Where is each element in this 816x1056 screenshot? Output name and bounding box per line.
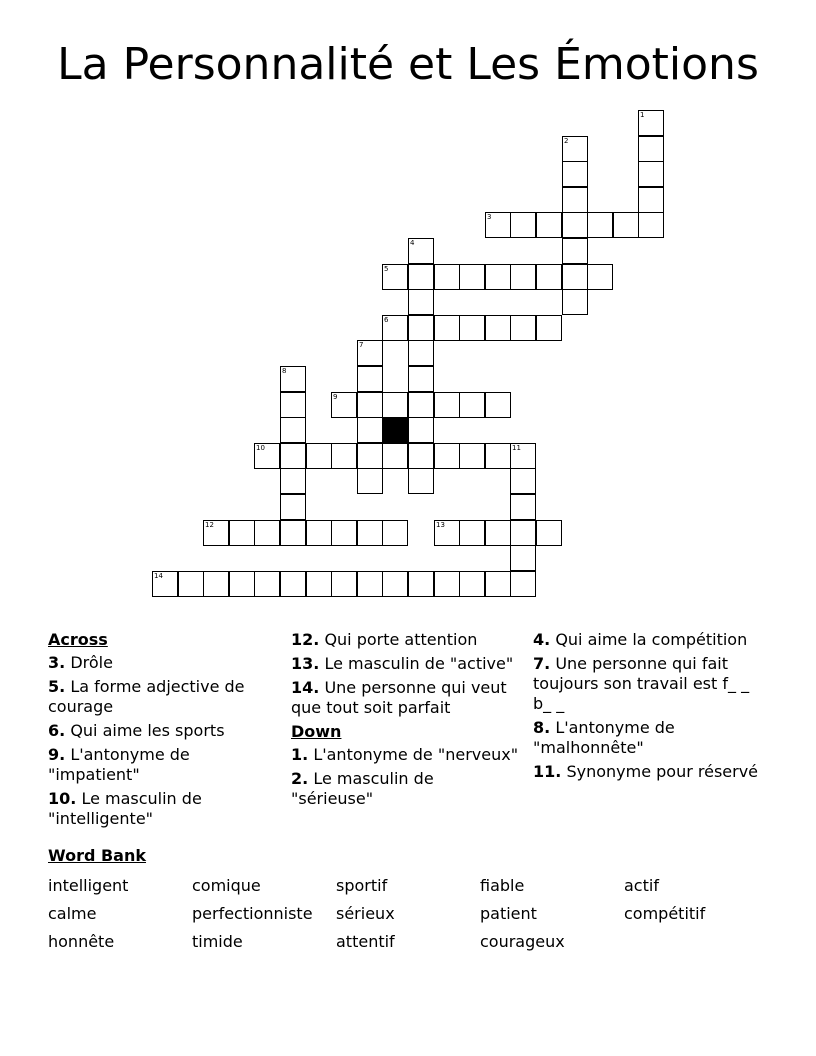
grid-cell[interactable]: [331, 392, 357, 418]
grid-cell[interactable]: [510, 494, 536, 520]
word-bank-word: fiable: [480, 876, 525, 895]
word-bank-word: perfectionniste: [192, 904, 313, 923]
grid-cell[interactable]: [357, 417, 383, 443]
clue-number: 9: [333, 393, 338, 401]
grid-cell[interactable]: [485, 212, 511, 238]
grid-cell[interactable]: [510, 545, 536, 571]
grid-cell[interactable]: [638, 161, 664, 187]
clue-across-12: 12. Qui porte attention: [291, 630, 478, 649]
grid-cell[interactable]: [280, 520, 306, 546]
grid-cell[interactable]: [587, 212, 613, 238]
word-bank-word: patient: [480, 904, 537, 923]
down-heading: Down: [291, 722, 342, 741]
grid-cell[interactable]: [357, 366, 383, 392]
grid-cell[interactable]: [459, 443, 485, 469]
grid-cell[interactable]: [203, 520, 229, 546]
clue-down-8: 8. L'antonyme de "malhonnête": [533, 718, 675, 757]
grid-cell[interactable]: [434, 443, 460, 469]
black-cell: [382, 417, 408, 443]
grid-cell[interactable]: [280, 366, 306, 392]
clue-across-14: 14. Une personne qui veut que tout soit parfait: [291, 678, 507, 717]
grid-cell[interactable]: [280, 571, 306, 597]
grid-cell[interactable]: [382, 443, 408, 469]
grid-cell[interactable]: [510, 315, 536, 341]
grid-cell[interactable]: [408, 264, 434, 290]
clue-number: 11: [512, 444, 521, 452]
grid-cell[interactable]: [408, 417, 434, 443]
clues-column-3: [533, 630, 768, 786]
grid-cell[interactable]: [459, 264, 485, 290]
grid-cell[interactable]: [382, 520, 408, 546]
word-bank-word: intelligent: [48, 876, 129, 895]
grid-cell[interactable]: [408, 468, 434, 494]
clue-number: 5: [384, 265, 389, 273]
grid-cell[interactable]: [408, 571, 434, 597]
grid-cell[interactable]: [485, 520, 511, 546]
grid-cell[interactable]: [510, 264, 536, 290]
grid-cell[interactable]: [562, 264, 588, 290]
grid-cell[interactable]: [459, 315, 485, 341]
grid-cell[interactable]: [536, 315, 562, 341]
grid-cell[interactable]: [280, 417, 306, 443]
grid-cell[interactable]: [485, 443, 511, 469]
grid-cell[interactable]: [510, 212, 536, 238]
grid-cell[interactable]: [434, 315, 460, 341]
clues-column-2: [291, 630, 519, 813]
word-bank-word: actif: [624, 876, 659, 895]
grid-cell[interactable]: [203, 571, 229, 597]
grid-cell[interactable]: [459, 392, 485, 418]
grid-cell[interactable]: [510, 468, 536, 494]
grid-cell[interactable]: [562, 212, 588, 238]
grid-cell[interactable]: [562, 238, 588, 264]
word-bank-heading: Word Bank: [48, 846, 147, 865]
grid-cell[interactable]: [408, 340, 434, 366]
clues-column-1: [48, 630, 283, 833]
across-heading: Across: [48, 630, 108, 649]
grid-cell[interactable]: [357, 520, 383, 546]
grid-cell[interactable]: [510, 520, 536, 546]
grid-cell[interactable]: [562, 161, 588, 187]
clue-down-11: 11. Synonyme pour réservé: [533, 762, 759, 781]
grid-cell[interactable]: [562, 136, 588, 162]
word-bank-word: attentif: [336, 932, 395, 951]
clue-down-4: 4. Qui aime la compétition: [533, 630, 748, 649]
grid-cell[interactable]: [510, 571, 536, 597]
grid-cell[interactable]: [408, 366, 434, 392]
grid-cell[interactable]: [434, 520, 460, 546]
grid-cell[interactable]: [408, 238, 434, 264]
grid-cell[interactable]: [434, 571, 460, 597]
grid-cell[interactable]: [382, 392, 408, 418]
clue-across-6: 6. Qui aime les sports: [48, 721, 225, 740]
grid-cell[interactable]: [562, 289, 588, 315]
word-bank-word: courageux: [480, 932, 565, 951]
clue-number: 6: [384, 316, 389, 324]
grid-cell[interactable]: [638, 187, 664, 213]
grid-cell[interactable]: [382, 571, 408, 597]
grid-cell[interactable]: [638, 136, 664, 162]
clue-across-5: 5. La forme adjective de courage: [48, 677, 245, 716]
grid-cell[interactable]: [613, 212, 639, 238]
grid-cell[interactable]: [459, 520, 485, 546]
grid-cell[interactable]: [254, 443, 280, 469]
clue-number: 2: [564, 137, 569, 145]
grid-cell[interactable]: [638, 212, 664, 238]
word-bank-word: calme: [48, 904, 97, 923]
clue-number: 3: [487, 213, 492, 221]
grid-cell[interactable]: [280, 443, 306, 469]
grid-cell[interactable]: [434, 264, 460, 290]
grid-cell[interactable]: [485, 315, 511, 341]
word-bank-word: honnête: [48, 932, 115, 951]
clue-number: 10: [256, 444, 265, 452]
grid-cell[interactable]: [178, 571, 204, 597]
word-bank-word: compétitif: [624, 904, 706, 923]
grid-cell[interactable]: [459, 571, 485, 597]
grid-cell[interactable]: [357, 468, 383, 494]
grid-cell[interactable]: [638, 110, 664, 136]
clue-number: 13: [436, 521, 445, 529]
grid-cell[interactable]: [331, 443, 357, 469]
grid-cell[interactable]: [152, 571, 178, 597]
clue-down-7: 7. Une personne qui fait toujours son travail est f_ _ b_ _: [533, 654, 750, 713]
word-bank-word: timide: [192, 932, 243, 951]
word-bank-word: sérieux: [336, 904, 395, 923]
grid-cell[interactable]: [357, 392, 383, 418]
clue-number: 12: [205, 521, 214, 529]
page-title: La Personnalité et Les Émotions: [57, 39, 759, 90]
grid-cell[interactable]: [587, 264, 613, 290]
grid-cell[interactable]: [408, 443, 434, 469]
grid-cell[interactable]: [408, 289, 434, 315]
grid-cell[interactable]: [280, 494, 306, 520]
word-bank-word: comique: [192, 876, 261, 895]
clue-number: 8: [282, 367, 287, 375]
clue-number: 7: [359, 341, 364, 349]
grid-cell[interactable]: [536, 520, 562, 546]
grid-cell[interactable]: [408, 315, 434, 341]
grid-cell[interactable]: [254, 520, 280, 546]
grid-cell[interactable]: [485, 392, 511, 418]
clue-across-13: 13. Le masculin de "active": [291, 654, 514, 673]
clue-across-3: 3. Drôle: [48, 653, 113, 672]
grid-cell[interactable]: [485, 264, 511, 290]
word-bank-word: sportif: [336, 876, 388, 895]
grid-cell[interactable]: [408, 392, 434, 418]
grid-cell[interactable]: [306, 443, 332, 469]
clue-across-9: 9. L'antonyme de "impatient": [48, 745, 190, 784]
clue-down-2: 2. Le masculin de "sérieuse": [291, 769, 434, 808]
grid-cell[interactable]: [357, 571, 383, 597]
grid-cell[interactable]: [331, 571, 357, 597]
clue-number: 14: [154, 572, 163, 580]
clue-number: 1: [640, 111, 645, 119]
grid-cell[interactable]: [434, 392, 460, 418]
grid-cell[interactable]: [280, 468, 306, 494]
grid-cell[interactable]: [357, 443, 383, 469]
clue-across-10: 10. Le masculin de "intelligente": [48, 789, 202, 828]
grid-cell[interactable]: [485, 571, 511, 597]
grid-cell[interactable]: [306, 520, 332, 546]
clue-down-1: 1. L'antonyme de "nerveux": [291, 745, 519, 764]
grid-cell[interactable]: [536, 264, 562, 290]
grid-cell[interactable]: [331, 520, 357, 546]
clue-number: 4: [410, 239, 415, 247]
grid-cell[interactable]: [382, 264, 408, 290]
grid-cell[interactable]: [229, 571, 255, 597]
grid-cell[interactable]: [306, 571, 332, 597]
grid-cell[interactable]: [229, 520, 255, 546]
grid-cell[interactable]: [536, 212, 562, 238]
grid-cell[interactable]: [254, 571, 280, 597]
grid-cell[interactable]: [510, 443, 536, 469]
grid-cell[interactable]: [280, 392, 306, 418]
grid-cell[interactable]: [562, 187, 588, 213]
grid-cell[interactable]: [382, 315, 408, 341]
grid-cell[interactable]: [357, 340, 383, 366]
